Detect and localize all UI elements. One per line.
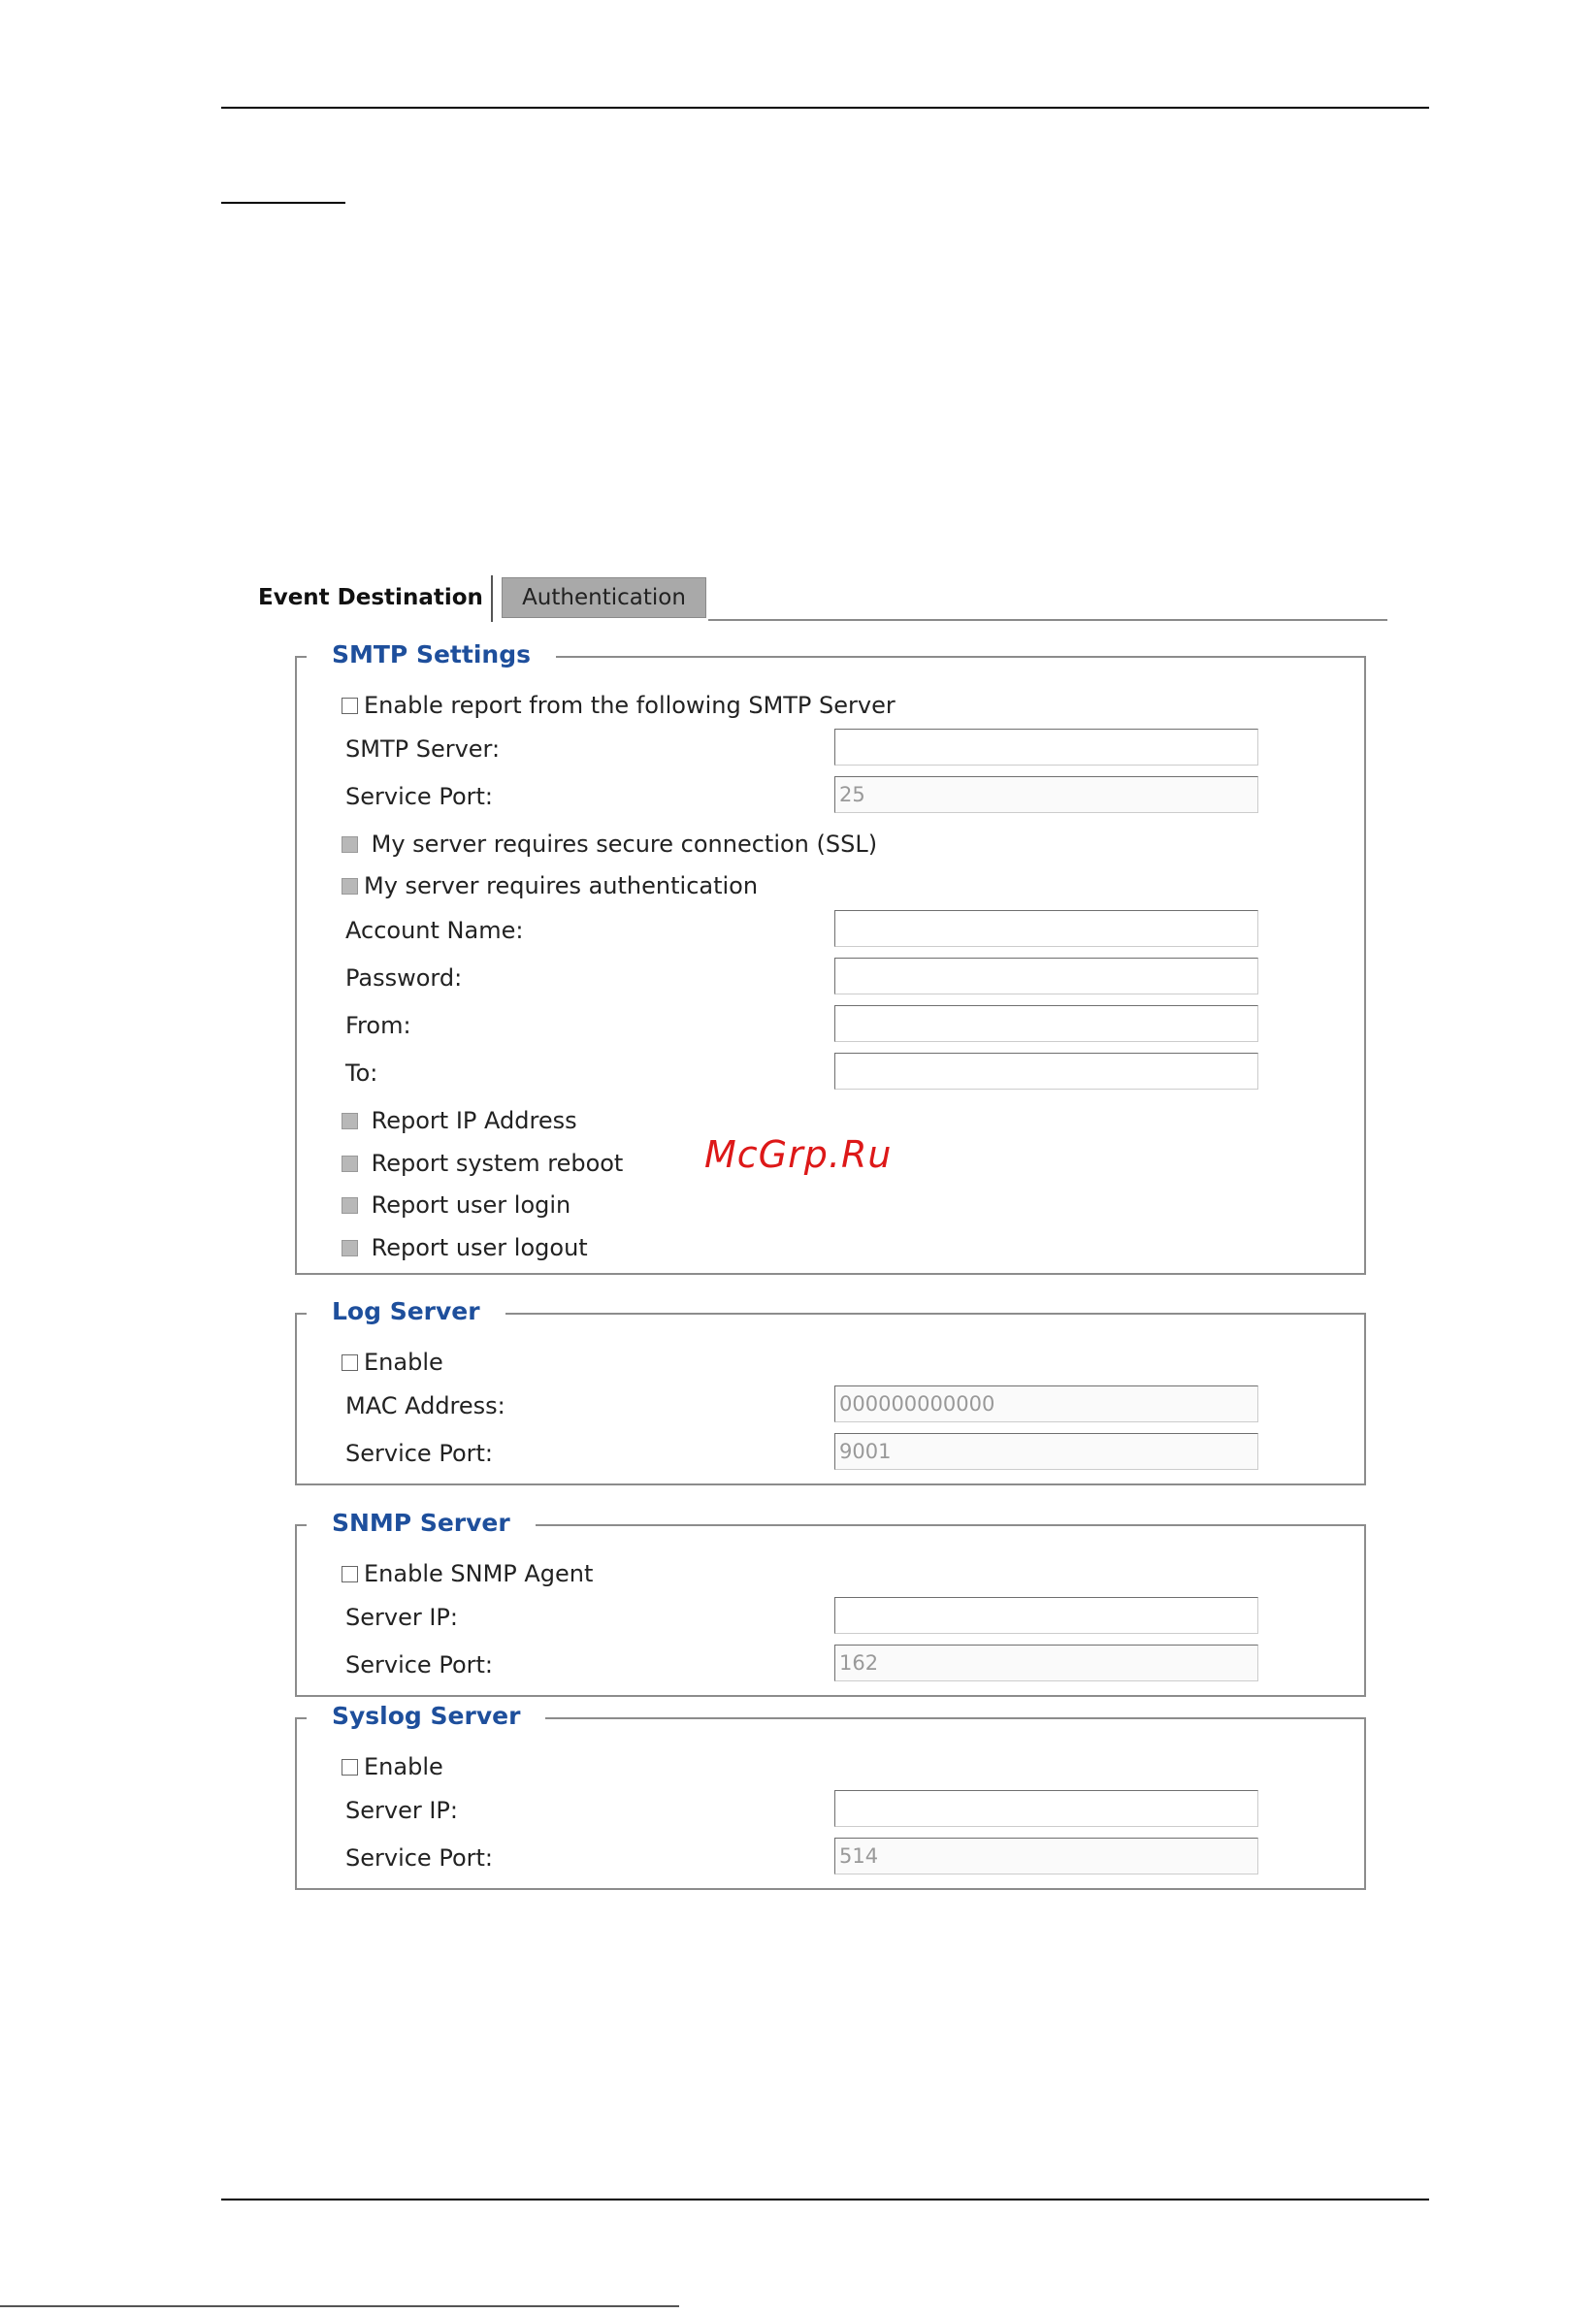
smtp-port-label: Service Port: bbox=[345, 783, 493, 810]
report-logout-label: Report user logout bbox=[371, 1234, 588, 1261]
syslog-enable-label: Enable bbox=[364, 1753, 443, 1780]
smtp-to-label: To: bbox=[345, 1059, 378, 1087]
syslog-enable-checkbox[interactable] bbox=[342, 1759, 358, 1776]
report-ip-row bbox=[342, 1106, 577, 1135]
smtp-ssl-checkbox[interactable] bbox=[342, 836, 358, 853]
report-logout-row bbox=[342, 1233, 588, 1262]
smtp-auth-label: My server requires authentication bbox=[364, 872, 759, 899]
syslog-ip-label: Server IP: bbox=[345, 1797, 458, 1824]
smtp-enable-checkbox[interactable] bbox=[342, 698, 358, 714]
smtp-password-input[interactable] bbox=[834, 958, 1258, 994]
smtp-auth-checkbox[interactable] bbox=[342, 878, 358, 895]
snmp-enable-checkbox[interactable] bbox=[342, 1566, 358, 1582]
smtp-server-label: SMTP Server: bbox=[345, 735, 501, 763]
smtp-enable-row bbox=[342, 691, 896, 720]
smtp-ssl-row bbox=[342, 830, 877, 859]
snmp-port-label: Service Port: bbox=[345, 1651, 493, 1678]
log-mac-input[interactable]: 000000000000 bbox=[834, 1385, 1258, 1422]
log-port-label: Service Port: bbox=[345, 1440, 493, 1467]
report-login-row bbox=[342, 1190, 570, 1220]
log-enable-row bbox=[342, 1348, 443, 1377]
report-reboot-label: Report system reboot bbox=[371, 1150, 624, 1177]
snmp-ip-label: Server IP: bbox=[345, 1604, 458, 1631]
smtp-account-input[interactable] bbox=[834, 910, 1258, 947]
syslog-port-label: Service Port: bbox=[345, 1844, 493, 1872]
tab-event-destination[interactable]: Event Destination bbox=[258, 585, 483, 610]
smtp-port-input[interactable]: 25 bbox=[834, 776, 1258, 813]
syslog-server-legend: Syslog Server bbox=[307, 1700, 545, 1733]
log-enable-label: Enable bbox=[364, 1349, 443, 1376]
smtp-to-input[interactable] bbox=[834, 1053, 1258, 1090]
snmp-server-legend: SNMP Server bbox=[307, 1507, 536, 1540]
smtp-account-label: Account Name: bbox=[345, 917, 524, 944]
snmp-port-input[interactable]: 162 bbox=[834, 1645, 1258, 1681]
page-footer-edge bbox=[0, 2305, 679, 2307]
snmp-enable-row bbox=[342, 1559, 593, 1588]
syslog-port-input[interactable]: 514 bbox=[834, 1838, 1258, 1874]
page-bottom-rule bbox=[221, 2199, 1429, 2200]
smtp-from-input[interactable] bbox=[834, 1005, 1258, 1042]
smtp-password-label: Password: bbox=[345, 964, 463, 992]
smtp-ssl-label: My server requires secure connection (SSL) bbox=[371, 831, 878, 858]
log-port-input[interactable]: 9001 bbox=[834, 1433, 1258, 1470]
smtp-server-input[interactable] bbox=[834, 729, 1258, 766]
syslog-ip-input[interactable] bbox=[834, 1790, 1258, 1827]
smtp-enable-label: Enable report from the following SMTP Server bbox=[364, 692, 896, 719]
report-logout-checkbox[interactable] bbox=[342, 1240, 358, 1256]
tab-separator bbox=[491, 575, 493, 622]
report-login-label: Report user login bbox=[371, 1191, 571, 1219]
page-top-rule bbox=[221, 107, 1429, 109]
report-login-checkbox[interactable] bbox=[342, 1197, 358, 1214]
report-reboot-checkbox[interactable] bbox=[342, 1156, 358, 1172]
smtp-settings-legend: SMTP Settings bbox=[307, 638, 556, 671]
tab-underline bbox=[708, 619, 1387, 621]
watermark-text: McGrp.Ru bbox=[704, 1133, 893, 1176]
snmp-ip-input[interactable] bbox=[834, 1597, 1258, 1634]
smtp-auth-row bbox=[342, 871, 758, 900]
snmp-enable-label: Enable SNMP Agent bbox=[364, 1560, 594, 1587]
tab-authentication[interactable]: Authentication bbox=[502, 577, 706, 618]
report-reboot-row bbox=[342, 1149, 623, 1178]
smtp-from-label: From: bbox=[345, 1012, 411, 1039]
section-heading-underline bbox=[221, 202, 345, 204]
report-ip-label: Report IP Address bbox=[371, 1107, 577, 1134]
log-mac-label: MAC Address: bbox=[345, 1392, 505, 1419]
report-ip-checkbox[interactable] bbox=[342, 1113, 358, 1129]
log-enable-checkbox[interactable] bbox=[342, 1354, 358, 1371]
log-server-legend: Log Server bbox=[307, 1295, 505, 1328]
syslog-enable-row bbox=[342, 1752, 443, 1781]
